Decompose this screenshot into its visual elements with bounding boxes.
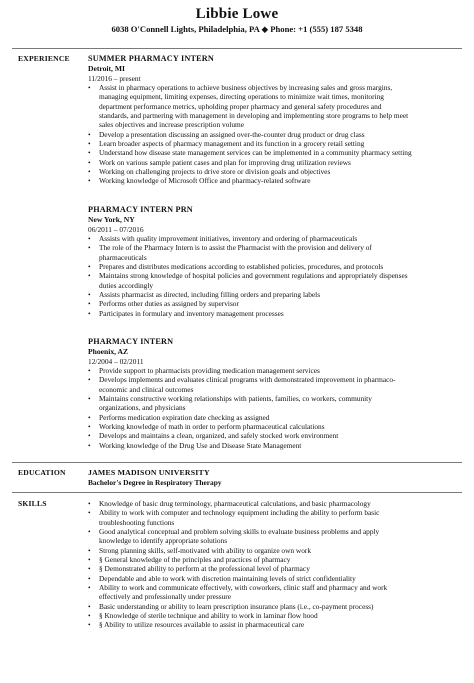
list-item (88, 546, 464, 555)
skill-text: § Ability to utilize resources available to assist in pharmaceutical care (99, 620, 305, 630)
bullet-text: Performs other duties as assigned by supervisor (99, 299, 239, 309)
list-item (88, 422, 464, 431)
skill-text: Ability to work with computer and technology equipment including the ability to perform basic (99, 508, 380, 518)
list-item (88, 394, 464, 403)
list-item (88, 536, 464, 545)
list-item (88, 518, 464, 527)
bullet-icon: • (88, 431, 91, 441)
bullet-icon: • (88, 394, 91, 404)
bullet-text: Develops implements and evaluates clinical programs with demonstrated improvement in pharmaco- (99, 375, 396, 385)
bullet-text: Develop a presentation discussing an assigned over-the-counter drug product or drug class (99, 129, 365, 139)
list-item (88, 620, 464, 629)
bullet-icon: • (88, 366, 91, 375)
bullet-icon: • (88, 167, 91, 177)
bullet-icon: • (88, 601, 91, 611)
skill-text: § Knowledge of sterile technique and ability to work in laminar flow hood (99, 611, 318, 621)
bullet-icon: • (88, 83, 91, 92)
bullet-icon: • (88, 545, 91, 555)
skills-list (88, 499, 464, 630)
list-item (88, 366, 464, 375)
bullet-icon: • (88, 176, 91, 186)
job-location: New York, NY (88, 215, 135, 224)
bullet-icon: • (88, 422, 91, 432)
skill-text: Knowledge of basic drug terminology, pharmaceutical calculations, and basic pharmacology (99, 499, 371, 508)
bullet-text: Learn broader aspects of pharmacy management and its function in a grocery retail setting (99, 139, 365, 149)
bullet-text: Participates in formulary and inventory management processes (99, 308, 284, 318)
degree-name: Bachelor's Degree in Respiratory Therapy (88, 478, 222, 487)
job-dates: 12/2004 – 02/2011 (88, 356, 144, 366)
list-item (88, 92, 464, 101)
bullet-icon: • (88, 148, 91, 158)
bullet-icon: • (88, 611, 91, 621)
skill-text: Good analytical conceptual and problem solving skills to evaluate business problems and apply (99, 527, 380, 537)
job-entry (88, 337, 464, 450)
skill-text: Basic understanding or ability to learn prescription insurance plans (i.e., co-payment process) (99, 601, 374, 611)
bullet-text: Work on various sample patient cases and plan for improving drug utilization reviews (99, 157, 351, 167)
list-item (88, 234, 464, 243)
bullet-text: Working knowledge of Microsoft Office and pharmacy-related software (99, 176, 311, 186)
list-item (88, 564, 464, 573)
bullet-text: Working knowledge of math in order to perform pharmaceutical calculations (99, 422, 325, 432)
job-entry (88, 54, 464, 186)
bullet-text: Maintains constructive working relationships with patients, families, co workers, community (99, 394, 372, 404)
resume-header (0, 0, 474, 35)
skill-text: troubleshooting functions (99, 517, 175, 527)
experience-heading: EXPERIENCE (18, 54, 70, 63)
bullet-icon: • (88, 375, 91, 385)
list-item (88, 385, 464, 394)
section-divider (12, 462, 462, 463)
bullet-icon: • (88, 243, 91, 253)
list-item (88, 574, 464, 583)
job-dates: 11/2016 – present (88, 73, 141, 83)
list-item (88, 508, 464, 517)
bullet-icon: • (88, 620, 91, 630)
list-item (88, 83, 464, 92)
bullet-text: Assists pharmacist as directed, including filling orders and preparing labels (99, 290, 321, 300)
bullet-icon: • (88, 573, 91, 583)
list-item (88, 111, 464, 120)
bullet-icon: • (88, 508, 91, 518)
list-item (88, 243, 464, 252)
skill-text: § General knowledge of the principles and practices of pharmacy (99, 555, 291, 565)
education-heading: EDUCATION (18, 468, 66, 477)
list-item (88, 271, 464, 280)
job-title: SUMMER PHARMACY INTERN (88, 54, 214, 63)
list-item (88, 583, 464, 592)
list-item (88, 441, 464, 450)
list-item (88, 148, 464, 157)
skill-text: effectively and professionally under pressure (99, 592, 232, 602)
list-item (88, 158, 464, 167)
bullet-text: Working knowledge of the Drug Use and Disease State Management (99, 440, 302, 450)
bullet-text: standards, and partnering with management in developing and implementing store programs to help meet (99, 111, 409, 121)
candidate-name: Libbie Lowe (195, 6, 279, 22)
bullet-icon: • (88, 555, 91, 565)
bullet-text: managing equipment, limiting expenses, directing operations to minimize wait times, monitoring (99, 92, 384, 102)
skill-text: § Demonstrated ability to perform at the professional level of pharmacy (99, 564, 310, 574)
job-bullets (88, 83, 464, 186)
list-item (88, 102, 464, 111)
list-item (88, 167, 464, 176)
bullet-icon: • (88, 299, 91, 309)
list-item (88, 375, 464, 384)
bullet-text: Maintains strong knowledge of hospital policies and government regulations and appropriately dispenses (99, 271, 408, 281)
list-item (88, 602, 464, 611)
skills-body (88, 499, 464, 630)
list-item (88, 611, 464, 620)
skill-text: knowledge to identify appropriate solutions (99, 536, 228, 546)
skills-heading: SKILLS (18, 499, 47, 508)
bullet-icon: • (88, 271, 91, 281)
bullet-text: economic and clinical outcomes (99, 384, 194, 394)
bullet-text: organizations, and physicians (99, 403, 186, 413)
bullet-icon: • (88, 499, 91, 508)
list-item (88, 403, 464, 412)
bullet-icon: • (88, 290, 91, 300)
job-dates: 06/2011 – 07/2016 (88, 224, 144, 234)
job-title: PHARMACY INTERN PRN (88, 205, 193, 214)
skill-text: Dependable and able to work with discretion maintaining levels of strict confidentiality (99, 573, 356, 583)
list-item (88, 130, 464, 139)
bullet-icon: • (88, 157, 91, 167)
bullet-text: Provide support to pharmacists providing medication management services (99, 366, 320, 375)
bullet-text: Develops and maintains a clean, organized, and safely stocked work environment (99, 431, 339, 441)
school-name: JAMES MADISON UNIVERSITY (88, 468, 210, 477)
bullet-text: sales objectives and increase prescription volume (99, 120, 244, 130)
skill-text: Ability to work and communicate effectively, with coworkers, clinic staff and pharmacy and work (99, 583, 388, 593)
bullet-icon: • (88, 440, 91, 450)
bullet-text: Prepares and distributes medications according to established policies, procedures, and protocols (99, 262, 384, 272)
list-item (88, 253, 464, 262)
bullet-icon: • (88, 583, 91, 593)
bullet-icon: • (88, 139, 91, 149)
bullet-icon: • (88, 527, 91, 537)
bullet-text: Working on challenging projects to drive store or division goals and objectives (99, 167, 331, 177)
bullet-icon: • (88, 129, 91, 139)
bullet-text: duties accordingly (99, 280, 154, 290)
list-item (88, 431, 464, 440)
job-bullets (88, 366, 464, 450)
list-item (88, 592, 464, 601)
bullet-text: Performs medication expiration date checking as assigned (99, 412, 270, 422)
bullet-text: Understand how disease state management services can be implemented in a community pharmacy setting (99, 148, 412, 158)
job-location: Detroit, MI (88, 64, 125, 73)
list-item (88, 555, 464, 564)
bullet-text: Assists with quality improvement initiatives, inventory and ordering of pharmaceuticals (99, 234, 358, 243)
list-item (88, 281, 464, 290)
header-divider (12, 48, 462, 49)
list-item (88, 176, 464, 185)
list-item (88, 139, 464, 148)
bullet-icon: • (88, 234, 91, 243)
skill-text: Strong planning skills, self-motivated with ability to organize own work (99, 545, 311, 555)
bullet-text: Assist in pharmacy operations to achieve business objectives by increasing sales and gross margins, (99, 83, 393, 92)
list-item (88, 299, 464, 308)
list-item (88, 413, 464, 422)
bullet-icon: • (88, 308, 91, 318)
list-item (88, 290, 464, 299)
bullet-text: department performance metrics, upholding proper pharmacy and general safety procedures and (99, 101, 382, 111)
job-title: PHARMACY INTERN (88, 337, 174, 346)
section-divider (12, 492, 462, 493)
bullet-icon: • (88, 564, 91, 574)
education-body (88, 468, 464, 488)
list-item (88, 262, 464, 271)
list-item (88, 527, 464, 536)
list-item (88, 120, 464, 129)
list-item (88, 499, 464, 508)
bullet-text: pharmaceuticals (99, 252, 147, 262)
job-location: Phoenix, AZ (88, 347, 129, 356)
bullet-icon: • (88, 412, 91, 422)
job-entry (88, 205, 464, 318)
list-item (88, 309, 464, 318)
job-bullets (88, 234, 464, 318)
bullet-icon: • (88, 262, 91, 272)
contact-line: 6038 O'Connell Lights, Philadelphia, PA ◆ Phone: +1 (555) 187 5348 (111, 24, 363, 34)
bullet-text: The role of the Pharmacy Intern is to assist the Pharmacist with the provision and delivery of (99, 243, 372, 253)
